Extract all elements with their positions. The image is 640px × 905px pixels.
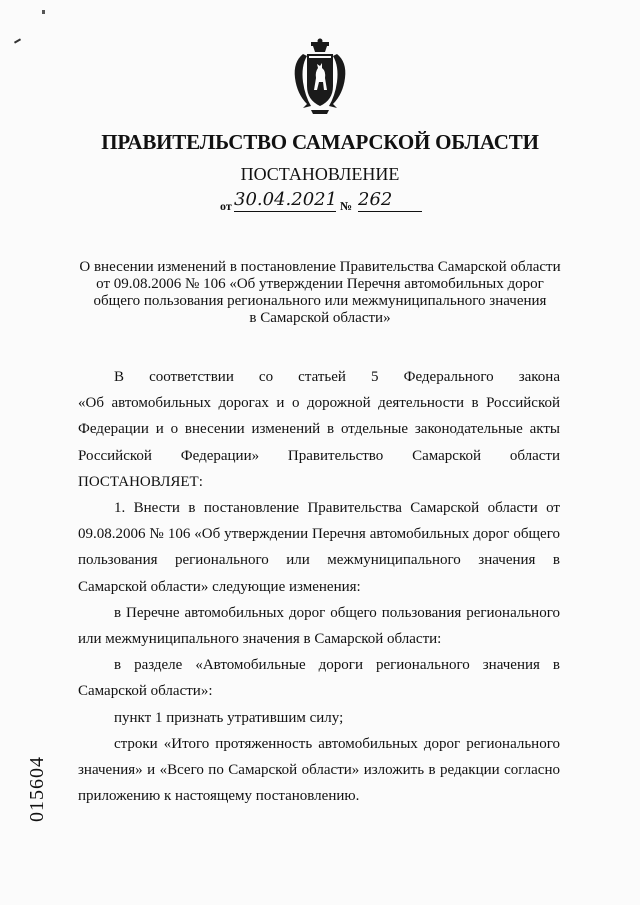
document-type: ПОСТАНОВЛЕНИЕ (240, 164, 400, 184)
subject-line: от 09.08.2006 № 106 «Об утверждении Перечня автомобильных дорог (96, 276, 544, 292)
number-label: № (340, 199, 353, 213)
body-paragraph: в разделе «Автомобильные дороги регионального значения в Самарской области»: (78, 657, 560, 700)
date-label: от (220, 199, 232, 213)
body-paragraph: 1. Внести в постановление Правительства Самарской области от 09.08.2006 № 106 «Об утверждении Перечня автомобильных дорог общего пользования регионального или межмуниципального значения в Самарской области» следующие изменения: (78, 500, 560, 595)
body-line: ПОСТАНОВЛЯЕТ: (78, 473, 203, 490)
decree-body (78, 364, 560, 809)
government-title: ПРАВИТЕЛЬСТВО САМАРСКОЙ ОБЛАСТИ (101, 130, 539, 154)
decree-subject (70, 259, 570, 327)
subject-line: О внесении изменений в постановление Правительства Самарской области (79, 259, 561, 275)
scan-mark (14, 38, 21, 43)
margin-stamp-number: 015604 (26, 756, 48, 822)
body-paragraph: строки «Итого протяженность автомобильных дорог регионального значения» и «Всего по Самарской области» изложить в редакции согласно приложению к настоящему постановлению. (78, 735, 560, 805)
decree-date: 30.04.2021 (234, 189, 338, 210)
scan-mark (42, 10, 45, 14)
body-paragraph: в Перечне автомобильных дорог общего пользования регионального или межмуниципального значения в Самарской области: (78, 604, 560, 648)
body-line: В соответствии со статьей 5 Федерального закона (114, 369, 560, 385)
coat-of-arms-icon (289, 38, 351, 114)
body-line: «Об автомобильных дорогах и о дорожной деятельности в Российской (78, 395, 560, 412)
body-line: Федерации и о внесении изменений в отдельные законодательные акты (78, 421, 560, 438)
body-paragraph: пункт 1 признать утратившим силу; (114, 709, 344, 726)
decree-number: 262 (358, 189, 422, 212)
body-line: Российской Федерации» Правительство Самарской области (78, 447, 560, 464)
subject-line: общего пользования регионального или межмуниципального значения (93, 293, 547, 309)
subject-line: в Самарской области» (249, 310, 391, 326)
date-number-line (220, 191, 430, 217)
